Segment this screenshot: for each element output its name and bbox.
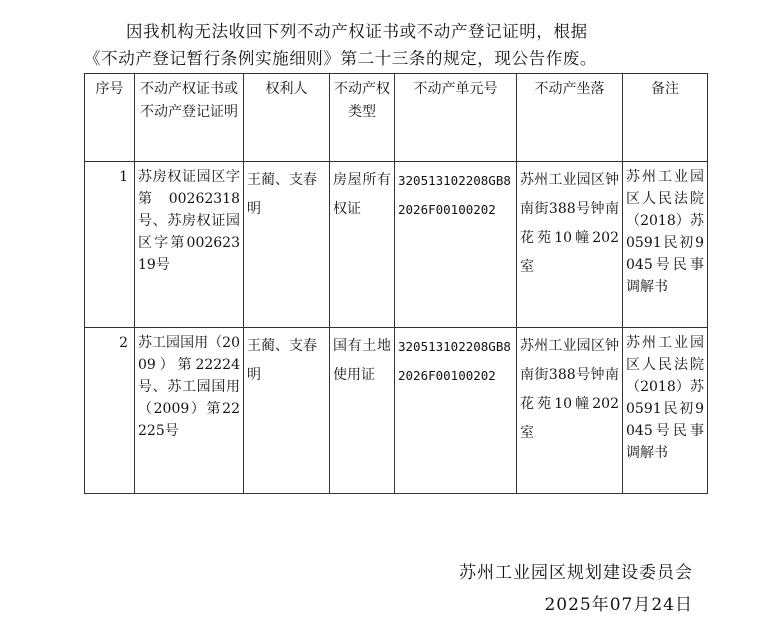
cell-unit-number: 320513102208GB82026F00100202 [395,162,517,328]
header-unit-number: 不动产单元号 [395,74,517,162]
table-row [85,162,708,328]
cell-index: 1 [85,162,135,328]
header-remark: 备注 [623,74,708,162]
cell-right-type: 房屋所有权证 [330,162,395,328]
announcement-intro [84,18,724,72]
header-location: 不动产坐落 [517,74,623,162]
cell-remark: 苏州工业园区人民法院（2018）苏0591民初9045号民事调解书 [623,328,708,494]
intro-line-1: 因我机构无法收回下列不动产权证书或不动产登记证明，根据 [126,22,588,41]
cell-location: 苏州工业园区钟南街388号钟南花苑10幢202室 [517,162,623,328]
cell-right-type: 国有土地使用证 [330,328,395,494]
intro-line-2: 《不动产登记暂行条例实施细则》第二十三条的规定，现公告作废。 [84,49,597,68]
header-index: 序号 [85,74,135,162]
header-certificate: 不动产权证书或不动产登记证明 [135,74,244,162]
table-header-row [85,74,708,162]
cell-remark: 苏州工业园区人民法院（2018）苏0591民初9045号民事调解书 [623,162,708,328]
issuing-organization: 苏州工业园区规划建设委员会 [459,563,693,583]
cell-owner: 王蔺、支春明 [244,328,330,494]
table-row [85,328,708,494]
cell-location: 苏州工业园区钟南街388号钟南花苑10幢202室 [517,328,623,494]
invalidated-certificates-table [84,73,708,494]
cell-certificate: 苏房权证园区字第00262318号、苏房权证园区字第00262319号 [135,162,244,328]
cell-unit-number: 320513102208GB82026F00100202 [395,328,517,494]
header-right-type: 不动产权类型 [330,74,395,162]
header-owner: 权利人 [244,74,330,162]
cell-certificate: 苏工园国用（2009）第22224号、苏工园国用（2009）第22225号 [135,328,244,494]
issue-date: 2025年07月24日 [544,595,693,615]
cell-index: 2 [85,328,135,494]
cell-owner: 王蔺、支春明 [244,162,330,328]
